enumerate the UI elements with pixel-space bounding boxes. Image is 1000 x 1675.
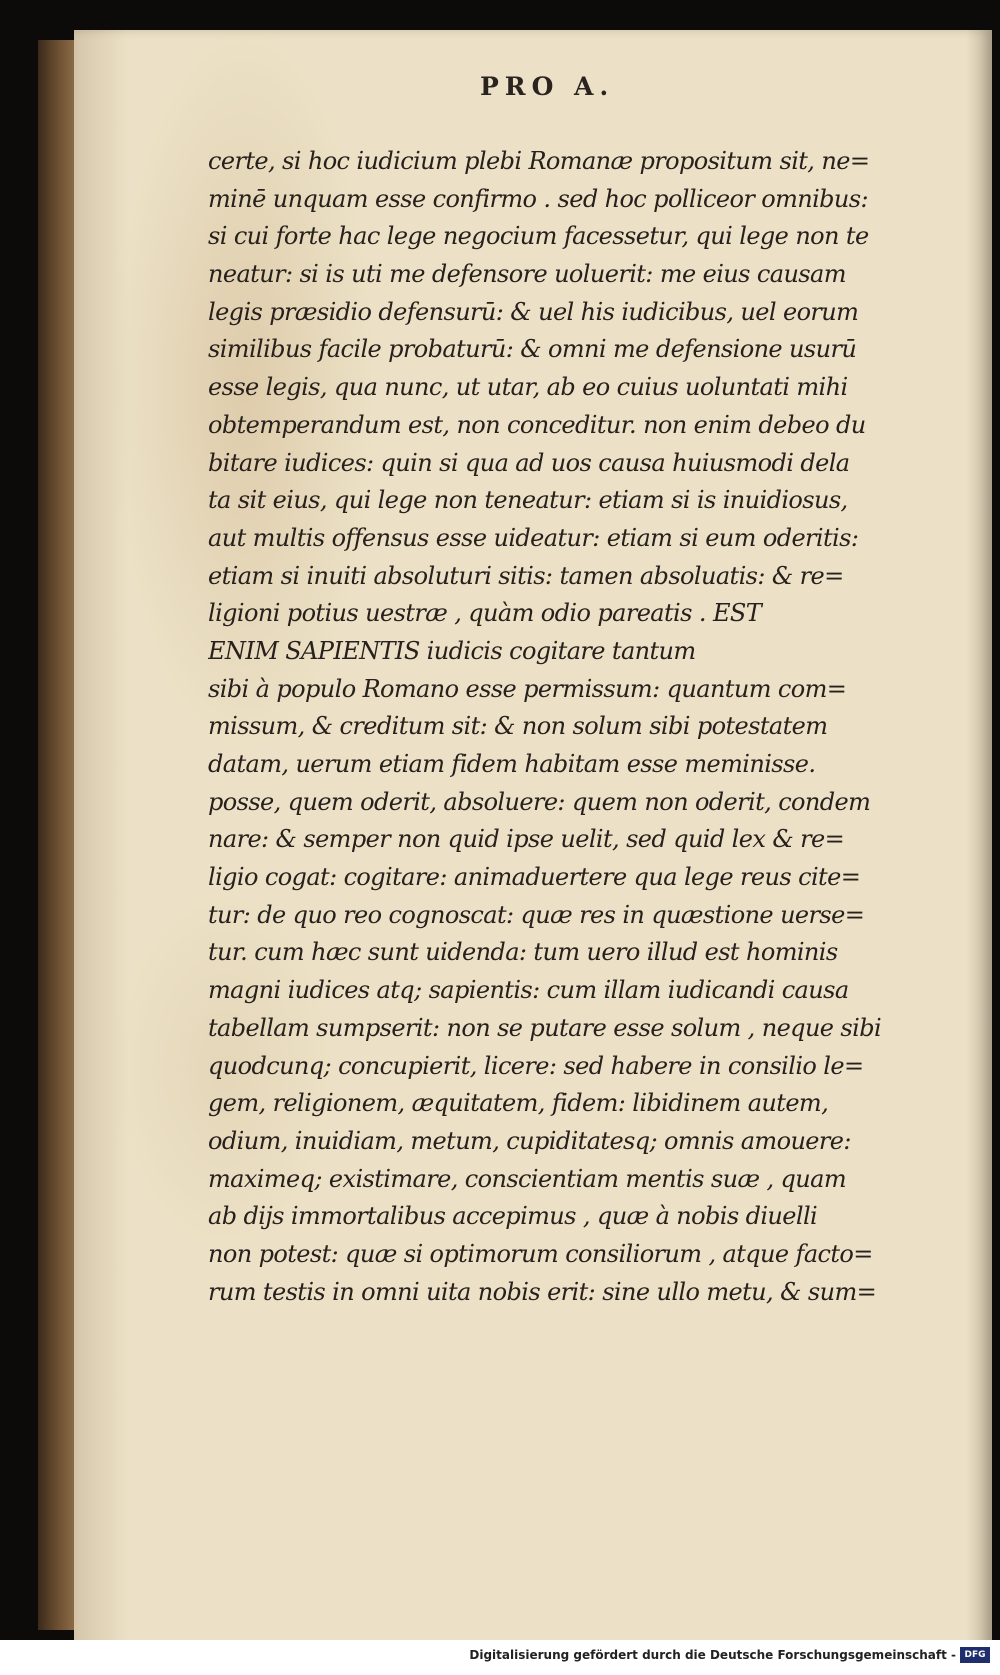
text-line: ENIM SAPIENTIS iudicis cogitare tantum [208, 636, 696, 665]
text-line: legis præsidio defensurū: & uel his iudicibus, uel eorum [208, 297, 859, 326]
text-block [208, 143, 948, 1311]
text-line: aut multis offensus esse uideatur: etiam si eum oderitis: [208, 523, 859, 552]
text-line: certe, si hoc iudicium plebi Romanæ propositum sit, ne= [208, 147, 870, 175]
text-line: ab dijs immortalibus accepimus , quæ à nobis diuelli [208, 1202, 818, 1231]
text-line: missum, & creditum sit: & non solum sibi potestatem [208, 712, 828, 741]
text-line: rum testis in omni uita nobis erit: sine ullo metu, & sum= [208, 1277, 877, 1306]
text-line: gem, religionem, æquitatem, fidem: libidinem autem, [208, 1089, 829, 1118]
text-line: ligioni potius uestræ , quàm odio pareatis . EST [208, 599, 762, 628]
text-line: odium, inuidiam, metum, cupiditatesq; omnis amouere: [208, 1126, 851, 1155]
text-line: ta sit eius, qui lege non teneatur: etiam si is inuidiosus, [208, 486, 848, 515]
digitization-credit: Digitalisierung gefördert durch die Deutsche Forschungsgemeinschaft - [469, 1648, 956, 1662]
gutter-shadow [966, 30, 992, 1650]
text-line: etiam si inuiti absoluturi sitis: tamen absoluatis: & re= [208, 561, 844, 590]
text-line: si cui forte hac lege negocium facessetur, qui lege non te [208, 222, 869, 251]
text-line: tur. cum hæc sunt uidenda: tum uero illud est hominis [208, 938, 838, 967]
text-line: posse, quem oderit, absoluere: quem non oderit, condem [208, 787, 871, 816]
text-line: minē unquam esse confirmo . sed hoc polliceor omnibus: [208, 184, 868, 213]
text-line: tur: de quo reo cognoscat: quæ res in quæstione uerse= [208, 900, 865, 929]
text-line: similibus facile probaturū: & omni me defensione usurū [208, 335, 857, 364]
text-line: magni iudices atq; sapientis: cum illam iudicandi causa [208, 976, 849, 1005]
text-line: bitare iudices: quin si qua ad uos causa huiusmodi dela [208, 448, 850, 477]
dfg-logo: DFG [960, 1647, 990, 1663]
running-head: PRO A. [480, 72, 615, 101]
text-line: datam, uerum etiam fidem habitam esse meminisse. [208, 750, 816, 778]
text-line: quodcunq; concupierit, licere: sed habere in consilio le= [208, 1051, 864, 1080]
text-line: nare: & semper non quid ipse uelit, sed quid lex & re= [208, 825, 845, 854]
text-line: ligio cogat: cogitare: animaduertere qua lege reus cite= [208, 863, 861, 892]
text-line: neatur: si is uti me defensore uoluerit: me eius causam [208, 260, 846, 289]
text-line: non potest: quæ si optimorum consiliorum , atque facto= [208, 1239, 873, 1268]
text-line: maximeq; existimare, conscientiam mentis suæ , quam [208, 1164, 847, 1193]
text-line: obtemperandum est, non conceditur. non enim debeo du [208, 410, 866, 439]
text-line: esse legis, qua nunc, ut utar, ab eo cuius uoluntati mihi [208, 373, 848, 402]
text-line: sibi à populo Romano esse permissum: quantum com= [208, 674, 847, 703]
text-line: tabellam sumpserit: non se putare esse solum , neque sibi [208, 1013, 882, 1042]
